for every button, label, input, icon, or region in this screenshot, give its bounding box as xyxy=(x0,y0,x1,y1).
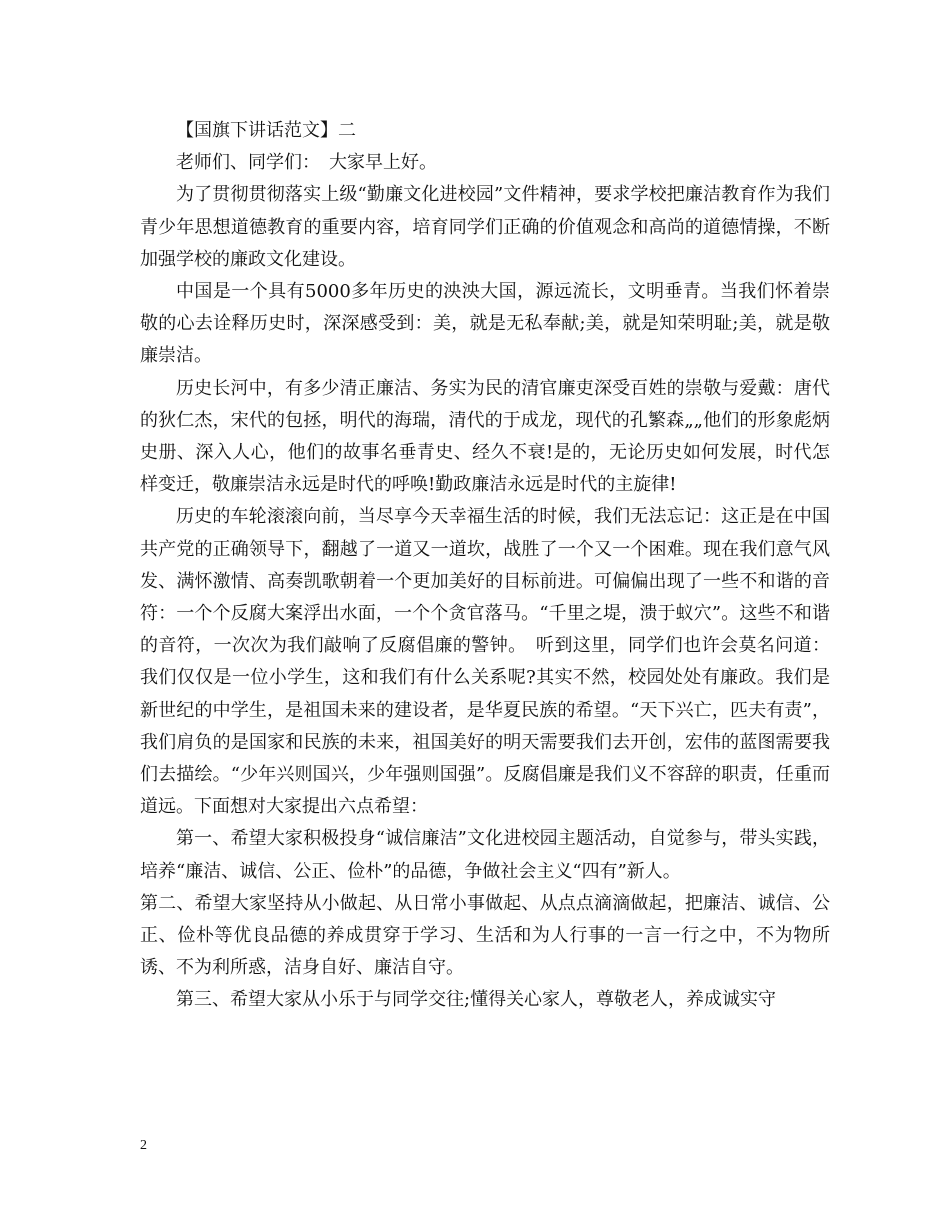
document-body xyxy=(140,115,830,1017)
body-paragraph: 第二、希望大家坚持从小做起、从日常小事做起、从点点滴滴做起，把廉洁、诚信、公正、俭朴等优良品德的养成贯穿于学习、生活和为人行事的一言一行之中，不为物所诱、不为利所惑，洁身自好、廉洁自守。 xyxy=(140,892,830,979)
body-paragraph: 第一、希望大家积极投身“诚信廉洁”文化进校园主题活动，自觉参与，带头实践，培养“廉洁、诚信、公正、俭朴”的品德，争做社会主义“四有”新人。 xyxy=(140,828,830,882)
body-paragraph: 历史长河中，有多少清正廉洁、务实为民的清官廉吏深受百姓的崇敬与爱戴：唐代的狄仁杰，宋代的包拯，明代的海瑞，清代的于成龙，现代的孔繁森„„他们的形象彪炳史册、深入人心，他们的故事名垂青史、经久不衰!是的，无论历史如何发展，时代怎样变迁，敬廉崇洁永远是时代的呼唤!勤政廉洁永远是时代的主旋律! xyxy=(140,377,830,496)
section-heading: 【国旗下讲话范文】二 xyxy=(176,120,356,141)
body-paragraph: 第三、希望大家从小乐于与同学交往;懂得关心家人，尊敬老人，养成诚实守 xyxy=(176,989,777,1011)
body-paragraph: 为了贯彻贯彻落实上级“勤廉文化进校园”文件精神，要求学校把廉洁教育作为我们青少年思想道德教育的重要内容，培育同学们正确的价值观念和高尚的道德情操，不断加强学校的廉政文化建设。 xyxy=(140,184,830,270)
greeting-paragraph: 老师们、同学们： 大家早上好。 xyxy=(176,152,437,174)
body-paragraph: 历史的车轮滚滚向前，当尽享今天幸福生活的时候，我们无法忘记：这正是在中国共产党的正确领导下，翻越了一道又一道坎，战胜了一个又一个困难。现在我们意气风发、满怀激情、高奏凯歌朝着一个更加美好的目标前进。可偏偏出现了一些不和谐的音符：一个个反腐大案浮出水面，一个个贪官落马。“千里之堤，溃于蚁穴”。这些不和谐的音符，一次次为我们敲响了反腐倡廉的警钟。 听到这里，同学们也许会莫名问道：我们仅仅是一位小学生，这和我们有什么关系呢?其实不然，校园处处有廉政。我们是新世纪的中学生，是祖国未来的建设者，是华夏民族的希望。“天下兴亡，匹夫有责”，我们肩负的是国家和民族的未来，祖国美好的明天需要我们去开创，宏伟的蓝图需要我们去描绘。“少年兴则国兴，少年强则国强”。反腐倡廉是我们义不容辞的职责，任重而道远。下面想对大家提出六点希望： xyxy=(140,506,830,818)
page-number: 2 xyxy=(140,1138,147,1153)
body-paragraph: 中国是一个具有5000多年历史的泱泱大国，源远流长，文明垂青。当我们怀着崇敬的心去诠释历史时，深深感受到：美，就是无私奉献;美，就是知荣明耻;美，就是敬廉崇洁。 xyxy=(140,281,830,367)
